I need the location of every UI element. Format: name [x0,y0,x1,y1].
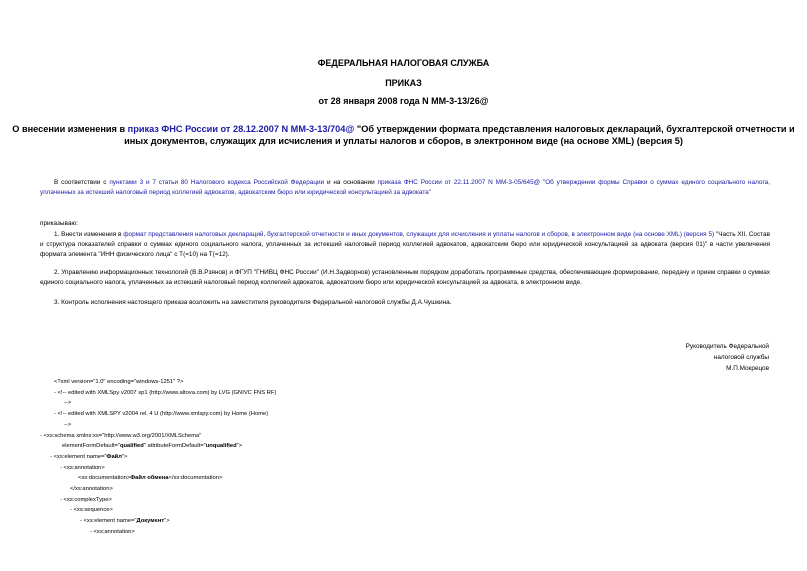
xml-value: qualified [119,443,144,450]
date-number-heading: от 28 января 2008 года N ММ-3-13/26@ [318,96,489,106]
xml-line[interactable] [34,516,276,527]
xml-value: Документ [136,518,165,525]
xml-line[interactable]: - <!-- edited with XMLSPY v2004 rel. 4 U (http://www.xmlspy.com) by Home (Home) [54,411,269,418]
xml-value: Файл [106,453,122,460]
orders-label: приказываю: [40,220,78,227]
xml-line: <?xml version="1.0" encoding="windows-1251" ?> [54,379,184,385]
preamble-link-order[interactable]: приказа ФНС России от 22.11.2007 N ММ-3-05/645@ "Об утверждении формы Справки о суммах единого социального налога, уплаченных за истекший налоговый период коллегией адвокатов, адвокатским бюро или юридической консультацией за адвоката" [40,179,771,196]
doc-type-heading: ПРИКАЗ [385,78,422,88]
xml-line[interactable]: - <xs:schema xmlns:xs="http://www.w3.org/2001/XMLSchema" [40,432,202,439]
preamble-text-2: и на основании [324,179,378,186]
xml-listing [34,377,276,538]
xml-fragment: <xs:documentation> [78,475,131,482]
title-prefix: О внесении изменения в [12,124,128,134]
document-title [0,124,807,147]
xml-fragment: - <xs:element name=" [50,453,107,460]
preamble-link-tax-code[interactable]: пунктами 3 и 7 статьи 80 Налогового кодекса Российской Федерации [109,179,325,186]
xml-line[interactable]: - <xs:annotation> [60,464,105,471]
xml-line: --> [64,400,72,407]
title-link[interactable]: приказ ФНС России от 28.12.2007 N ММ-3-13/704@ [127,124,355,134]
order-item-2: 2. Управлению информационных технологий (В.В.Рзянов) и ФГУП "ГНИВЦ ФНС России" (И.Н.Задворнов) установленным порядком доработать программные средства, обеспечивающие формирование, передачу и прием справки о суммах единого социального налога, уплаченных за истекший налоговый период коллегией адвокатов, адвокатским бюро или юридической консультацией за адвоката, в электронном виде. [40,269,770,286]
xml-value: Файл обмена [130,475,169,482]
xml-line: </xs:annotation> [70,486,113,493]
item1-link-format[interactable]: формат представления налоговых деклараций, бухгалтерской отчетности и иных документов, служащих для исчисления и уплаты налогов и сборов, в электронном виде (на основе XML) (версия 5) [123,231,715,238]
preamble-text-1: В соответствии с [54,179,110,186]
xml-fragment: </xs:documentation> [168,475,223,482]
agency-heading: ФЕДЕРАЛЬНАЯ НАЛОГОВАЯ СЛУЖБА [317,58,490,68]
xml-fragment: "> [236,443,243,450]
xml-fragment: "> [164,518,170,525]
item1-text-1: 1. Внести изменения в [54,231,124,238]
xml-fragment: - <xs:element name=" [80,518,137,525]
xml-line[interactable] [34,452,276,463]
signature-block [686,341,769,374]
signature-line-1: Руководитель Федеральной [685,343,769,350]
xml-line [34,441,276,452]
xml-line [34,473,276,484]
title-rest: "Об утверждении формата представления налоговых деклараций, бухгалтерской отчетности и иных документов, служащих для исчисления и уплаты налогов и сборов, в электронном виде (на основе XML) (версия 5) [124,124,795,146]
xml-fragment: elementFormDefault=" [62,443,120,450]
xml-fragment: "> [121,453,128,460]
preamble [40,178,770,198]
xml-line: --> [64,421,72,428]
xml-line[interactable]: - <xs:sequence> [70,507,113,514]
xml-line[interactable]: - <xs:complexType> [60,496,112,503]
item1-text-2: "Часть XII. Состав и структура показателей справки о суммах единого социального налога, уплаченных за истекший налоговый период коллегией адвокатов, адвокатским бюро или юридической консультацией за адвоката (версия 01)" в части увеличения формата элемента "ИНН физического лица" с T(=10) на T(=12). [40,231,770,258]
xml-fragment: " attributeFormDefault=" [143,443,206,450]
order-item-1 [40,230,770,260]
signature-name: М.П.Мокрецов [726,365,769,372]
signature-line-2: налоговой службы [713,354,769,361]
xml-line[interactable]: - <xs:annotation> [90,528,135,535]
order-item-3: 3. Контроль исполнения настоящего приказа возложить на заместителя руководителя Федеральной налоговой службы Д.А.Чушкина. [54,299,452,306]
xml-value: unqualified [205,443,237,450]
xml-line[interactable]: - <!-- edited with XMLSpy v2007 sp1 (http://www.altova.com) by LVG (GNIVC FNS RF) [54,389,277,396]
